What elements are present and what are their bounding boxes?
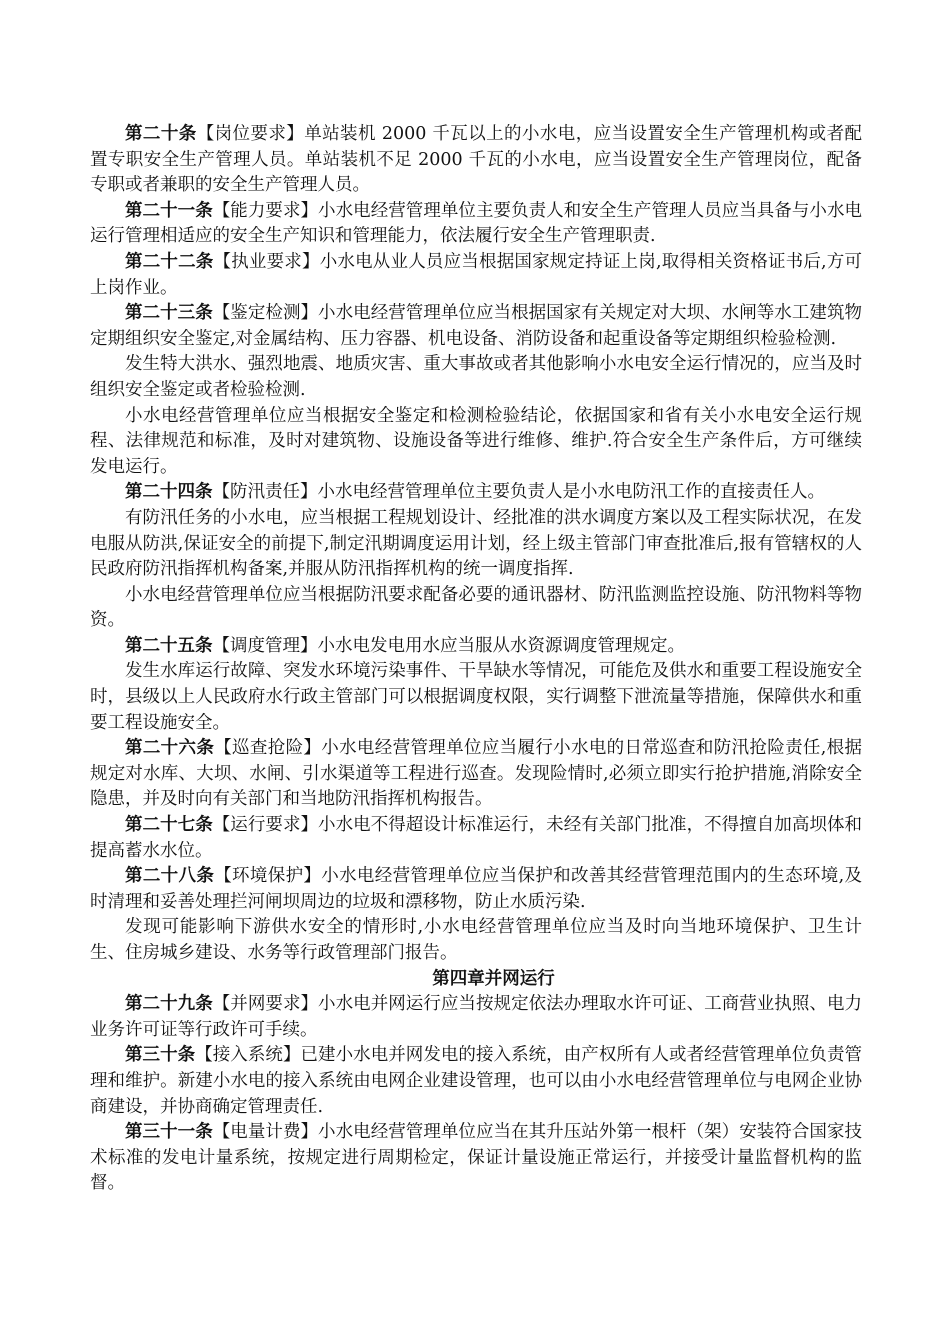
article-number: 第二十八条 bbox=[125, 866, 215, 887]
paragraph-text: 【鉴定检测】小水电经营管理单位应当根据国家有关规定对大坝、水闸等水工建筑物定期组织安全鉴定,对金属结构、压力容器、机电设备、消防设备和起重设备等定期组织检验检测. bbox=[90, 303, 863, 349]
regulation-section bbox=[90, 122, 862, 967]
article-paragraph bbox=[90, 199, 862, 250]
article-paragraph bbox=[90, 1120, 862, 1197]
article-paragraph bbox=[90, 1043, 862, 1120]
paragraph-text: 【环境保护】小水电经营管理单位应当保护和改善其经营管理范围内的生态环境,及时清理和妥善处理拦河闸坝周边的垃圾和漂移物，防止水质污染. bbox=[90, 866, 863, 912]
article-number: 第三十一条 bbox=[125, 1122, 213, 1143]
paragraph-text: 小水电经营管理单位应当根据防汛要求配备必要的通讯器材、防汛监测监控设施、防汛物料等物资。 bbox=[90, 584, 862, 631]
paragraph-text: 【巡查抢险】小水电经营管理单位应当履行小水电的日常巡查和防汛抢险责任,根据规定对水库、大坝、水闸、引水渠道等工程进行巡查。发现险情时,必须立即实行抢护措施,消除安全隐患，并及时向有关部门和当地防汛指挥机构报告。 bbox=[90, 738, 863, 810]
article-paragraph bbox=[90, 480, 862, 506]
article-number: 第二十一条 bbox=[125, 200, 213, 221]
article-number: 第三十条 bbox=[125, 1045, 196, 1066]
paragraph-text: 【电量计费】小水电经营管理单位应当在其升压站外第一根杆（架）安装符合国家技术标准的发电计量系统，按规定进行周期检定，保证计量设施正常运行，并接受计量监督机构的监督。 bbox=[90, 1122, 863, 1194]
paragraph-text: 【防汛责任】小水电经营管理单位主要负责人是小水电防汛工作的直接责任人。 bbox=[212, 482, 825, 503]
paragraph-text: 【能力要求】小水电经营管理单位主要负责人和安全生产管理人员应当具备与小水电运行管理相适应的安全生产知识和管理能力，依法履行安全生产管理职责. bbox=[90, 200, 863, 247]
body-paragraph bbox=[90, 583, 862, 634]
paragraph-text: 【并网要求】小水电并网运行应当按规定依法办理取水许可证、工商营业执照、电力业务许可证等行政许可手续。 bbox=[90, 994, 863, 1040]
paragraph-text: 发生水库运行故障、突发水环境污染事件、干旱缺水等情况，可能危及供水和重要工程设施安全时，县级以上人民政府水行政主管部门可以根据调度权限，实行调整下泄流量等措施，保障供水和重要工程设施安全。 bbox=[90, 661, 862, 733]
body-paragraph bbox=[90, 506, 862, 583]
body-paragraph bbox=[90, 404, 862, 481]
paragraph-text: 【执业要求】小水电从业人员应当根据国家规定持证上岗,取得相关资格证书后,方可上岗作业。 bbox=[90, 251, 863, 298]
body-paragraph bbox=[90, 659, 862, 736]
article-paragraph bbox=[90, 992, 862, 1043]
body-paragraph bbox=[90, 915, 862, 966]
article-paragraph bbox=[90, 864, 862, 915]
article-number: 第二十九条 bbox=[125, 994, 213, 1015]
paragraph-text: 发现可能影响下游供水安全的情形时,小水电经营管理单位应当及时向当地环境保护、卫生计生、住房城乡建设、水务等行政管理部门报告。 bbox=[90, 917, 862, 963]
article-number: 第二十二条 bbox=[125, 251, 214, 272]
paragraph-text: 【岗位要求】单站装机 2000 千瓦以上的小水电，应当设置安全生产管理机构或者配置专职安全生产管理人员。单站装机不足 2000 千瓦的小水电，应当设置安全生产管理岗位，配备专职或者兼职的安全生产管理人员。 bbox=[90, 124, 862, 196]
article-paragraph bbox=[90, 122, 862, 199]
article-number: 第二十条 bbox=[125, 124, 197, 144]
article-number: 第二十三条 bbox=[125, 303, 213, 324]
paragraph-text: 【接入系统】已建小水电并网发电的接入系统，由产权所有人或者经营管理单位负责管理和维护。新建小水电的接入系统由电网企业建设管理，也可以由小水电经营管理单位与电网企业协商建设，并协商确定管理责任. bbox=[90, 1045, 863, 1117]
body-paragraph bbox=[90, 352, 862, 403]
article-number: 第二十六条 bbox=[125, 738, 215, 759]
paragraph-text: 有防汛任务的小水电，应当根据工程规划设计、经批准的洪水调度方案以及工程实际状况，在发电服从防洪,保证安全的前提下,制定汛期调度运用计划，经上级主管部门审查批准后,报有管辖权的人民政府防汛指挥机构备案,并服从防汛指挥机构的统一调度指挥. bbox=[90, 507, 862, 580]
article-paragraph bbox=[90, 813, 862, 864]
article-paragraph bbox=[90, 250, 862, 301]
article-number: 第二十七条 bbox=[125, 815, 213, 836]
article-paragraph bbox=[90, 634, 862, 660]
article-number: 第二十五条 bbox=[125, 635, 213, 656]
paragraph-text: 小水电经营管理单位应当根据安全鉴定和检测检验结论，依据国家和省有关小水电安全运行规程、法律规范和标准，及时对建筑物、设施设备等进行维修、维护.符合安全生产条件后，方可继续发电运行。 bbox=[90, 405, 862, 477]
document-page bbox=[90, 122, 862, 1197]
paragraph-text: 【调度管理】小水电发电用水应当服从水资源调度管理规定。 bbox=[212, 635, 685, 656]
paragraph-text: 【运行要求】小水电不得超设计标准运行，未经有关部门批准，不得擅自加高坝体和提高蓄水水位。 bbox=[90, 815, 863, 861]
regulation-section bbox=[90, 992, 862, 1197]
article-paragraph bbox=[90, 736, 862, 813]
chapter-heading: 第四章并网运行 bbox=[432, 968, 555, 989]
article-number: 第二十四条 bbox=[125, 482, 213, 503]
article-paragraph bbox=[90, 301, 862, 352]
paragraph-text: 发生特大洪水、强烈地震、地质灾害、重大事故或者其他影响小水电安全运行情况的，应当及时组织安全鉴定或者检验检测. bbox=[90, 354, 862, 400]
